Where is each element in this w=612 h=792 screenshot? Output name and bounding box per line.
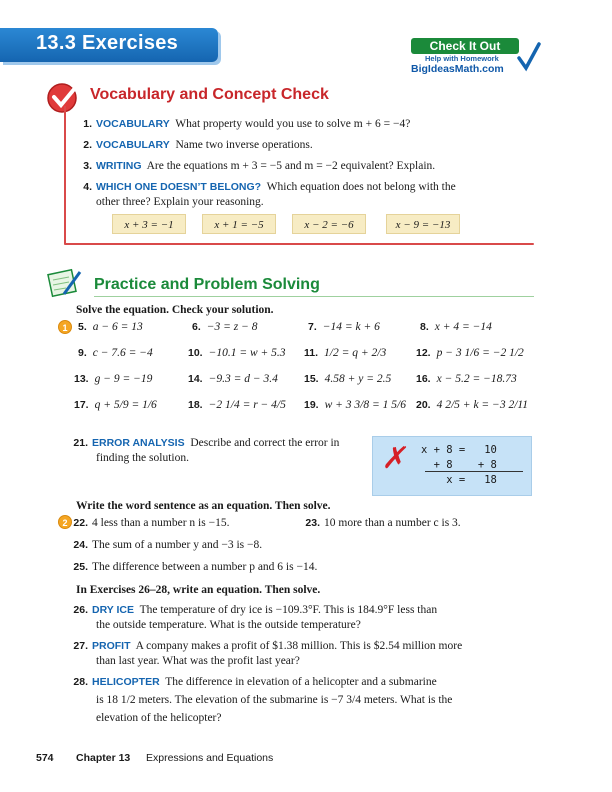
check-it-out-badge[interactable]	[411, 38, 539, 82]
section-title: 13.3 Exercises	[36, 32, 179, 54]
section-tab	[0, 28, 218, 62]
footer-title: Expressions and Equations	[146, 752, 274, 764]
practice-rule	[94, 296, 534, 297]
error-work-line-1: x + 8 = 10	[421, 444, 497, 456]
exercise-7: 7. −14 = k + 6	[308, 321, 380, 333]
error-work-rule	[425, 471, 523, 472]
exercise-28-cont-2: elevation of the helicopter?	[96, 712, 222, 724]
exercise-28: 28. HELICOPTER The difference in elevation of a helicopter and a submarine	[73, 676, 437, 688]
exercise-26-cont: the outside temperature. What is the outside temperature?	[96, 619, 361, 631]
exercise-2: 2. VOCABULARY Name two inverse operations.	[83, 139, 313, 151]
exercise-23: 23. 10 more than a number c is 3.	[305, 517, 461, 529]
exercise-3: 3. WRITING Are the equations m + 3 = −5 and m = −2 equivalent? Explain.	[83, 160, 436, 172]
equation-box-c: x − 2 = −6	[292, 214, 366, 234]
exercise-22: 22. 4 less than a number n is −15.	[73, 517, 230, 529]
page-number: 574	[36, 752, 54, 764]
equation-box-d: x − 9 = −13	[386, 214, 460, 234]
error-analysis-box	[372, 436, 532, 496]
error-work-line-3: x = 18	[421, 474, 497, 486]
exercise-27: 27. PROFIT A company makes a profit of $1.38 million. This is $2.54 million more	[73, 640, 463, 652]
equation-box-a: x + 3 = −1	[112, 214, 186, 234]
exercise-15: 15. 4.58 + y = 2.5	[304, 373, 392, 385]
exercise-10: 10. −10.1 = w + 5.3	[188, 347, 286, 359]
error-x-icon: ✗	[380, 442, 412, 475]
badge-subtitle: Help with Homework	[425, 54, 499, 63]
badge-title: Check It Out	[411, 38, 519, 54]
exercise-5: 5. a − 6 = 13	[78, 321, 143, 333]
practice-pencil-icon	[44, 266, 84, 300]
exercise-16: 16. x − 5.2 = −18.73	[416, 373, 517, 385]
badge-url: BigIdeasMath.com	[411, 63, 504, 75]
exercise-27-cont: than last year. What was the profit last year?	[96, 655, 300, 667]
instruction-word-sentence: Write the word sentence as an equation. Then solve.	[76, 500, 331, 512]
exercise-4-cont: other three? Explain your reasoning.	[96, 196, 264, 208]
exercise-8: 8. x + 4 = −14	[420, 321, 492, 333]
exercise-1: 1. VOCABULARY What property would you use to solve m + 6 = −4?	[83, 118, 411, 130]
exercise-11: 11. 1/2 = q + 2/3	[304, 347, 387, 359]
instruction-solve: Solve the equation. Check your solution.	[76, 304, 274, 316]
instruction-exercises-26-28: In Exercises 26–28, write an equation. Then solve.	[76, 584, 321, 596]
checkmark-icon	[517, 42, 541, 72]
vocab-rule	[64, 106, 66, 244]
exercise-19: 19. w + 3 3/8 = 1 5/6	[304, 399, 406, 411]
exercise-4: 4. WHICH ONE DOESN’T BELONG? Which equation does not belong with the	[83, 181, 456, 193]
level-1-badge: 1	[58, 320, 72, 334]
exercise-20: 20. 4 2/5 + k = −3 2/11	[416, 399, 529, 411]
error-work	[421, 443, 525, 488]
exercise-21: 21. ERROR ANALYSIS Describe and correct the error in	[73, 437, 340, 449]
exercise-21-cont: finding the solution.	[96, 452, 189, 464]
level-2-badge: 2	[58, 515, 72, 529]
vocab-heading: Vocabulary and Concept Check	[90, 86, 329, 103]
exercise-9: 9. c − 7.6 = −4	[78, 347, 153, 359]
exercise-6: 6. −3 = z − 8	[192, 321, 258, 333]
exercise-26: 26. DRY ICE The temperature of dry ice is −109.3°F. This is 184.9°F less than	[73, 604, 438, 616]
exercise-17: 17. q + 5/9 = 1/6	[74, 399, 157, 411]
practice-heading: Practice and Problem Solving	[94, 276, 320, 293]
exercise-13: 13. g − 9 = −19	[74, 373, 153, 385]
footer-chapter: Chapter 13	[76, 752, 131, 764]
exercise-14: 14. −9.3 = d − 3.4	[188, 373, 278, 385]
exercise-24: 24. The sum of a number y and −3 is −8.	[73, 539, 263, 551]
exercise-28-cont: is 18 1/2 meters. The elevation of the submarine is −7 3/4 meters. What is the	[96, 694, 453, 706]
exercise-18: 18. −2 1/4 = r − 4/5	[188, 399, 286, 411]
equation-box-b: x + 1 = −5	[202, 214, 276, 234]
exercise-25: 25. The difference between a number p and 6 is −14.	[73, 561, 318, 573]
exercise-12: 12. p − 3 1/6 = −2 1/2	[416, 347, 524, 359]
error-work-line-2: + 8 + 8	[421, 459, 497, 471]
vocab-rule-bottom	[64, 243, 534, 245]
